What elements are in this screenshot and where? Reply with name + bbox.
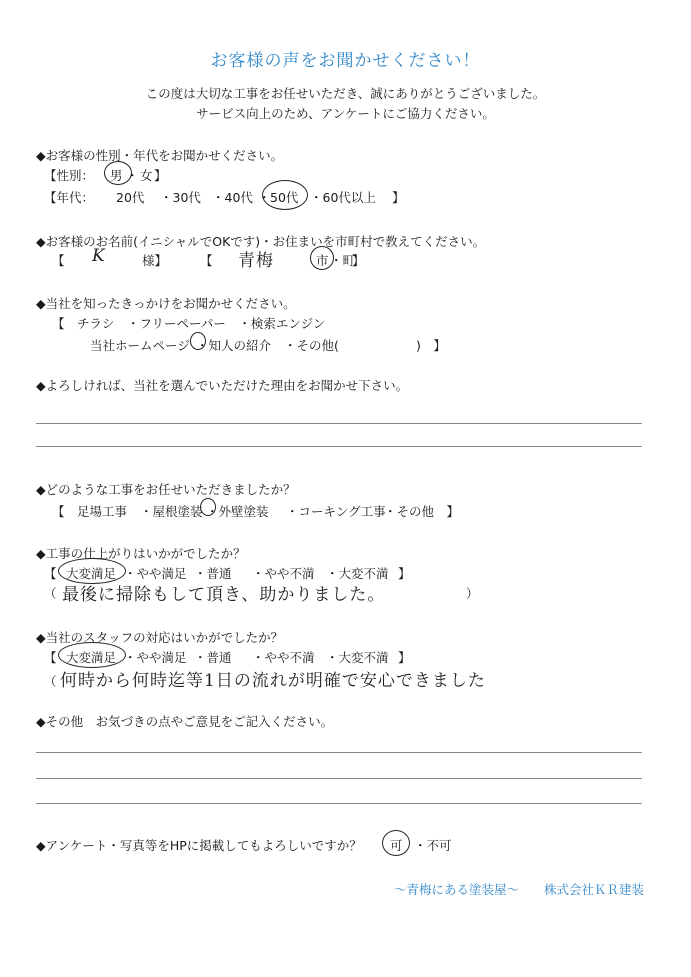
- footer-company: 株式会社ＫＲ建装: [544, 882, 645, 897]
- publish-ng[interactable]: ・不可: [414, 838, 452, 853]
- footer-tagline: 〜青梅にある塗装屋〜: [394, 882, 520, 897]
- selected-circle-mark: [190, 332, 206, 350]
- gender-close: 】: [154, 168, 167, 183]
- name-open: 【: [52, 253, 65, 268]
- age-close: 】: [392, 190, 405, 205]
- finish-very-satisfied[interactable]: 大変満足: [66, 566, 117, 581]
- source-referral[interactable]: ・知人の紹介: [196, 338, 272, 353]
- q7-question: ◆当社のスタッフの対応はいかがでしたか？: [36, 630, 284, 645]
- selected-circle-mark: [262, 180, 308, 210]
- finish-dissatisfied[interactable]: ・やや不満: [252, 566, 315, 581]
- staff-dissatisfied[interactable]: ・やや不満: [252, 650, 315, 665]
- q9-question: ◆アンケート・写真等をHPに掲載してもよろしいですか？: [36, 838, 362, 853]
- selected-circle-mark: [200, 498, 216, 516]
- comment-close: ）: [466, 586, 479, 601]
- source-other-close: ) 】: [416, 338, 446, 353]
- q4-question: ◆よろしければ、当社を選んでいただけた理由をお聞かせ下さい。: [36, 378, 409, 393]
- source-other[interactable]: ・その他(: [284, 338, 339, 353]
- address-town[interactable]: ・町: [330, 253, 356, 268]
- finish-very-dissatisfied[interactable]: ・大変不満: [326, 566, 389, 581]
- q6-question: ◆工事の仕上がりはいかがでしたか？: [36, 546, 246, 561]
- q5-question: ◆どのような工事をお任せいただきましたか？: [36, 482, 296, 497]
- gender-label: 【性別：: [44, 168, 95, 183]
- comment-open: （: [44, 674, 57, 689]
- answer-line: [36, 423, 642, 424]
- age-50[interactable]: 50代: [270, 190, 299, 205]
- source-homepage[interactable]: 当社ホームページ: [90, 338, 190, 353]
- source-row-1[interactable]: 【 チラシ ・フリーペーパー ・検索エンジン: [52, 316, 326, 331]
- age-40[interactable]: ・40代: [212, 190, 253, 205]
- age-label: 【年代：: [44, 190, 95, 205]
- address-handwritten: 青梅: [238, 251, 274, 271]
- staff-very-dissatisfied[interactable]: ・大変不満: [326, 650, 389, 665]
- selected-circle-mark: [382, 830, 410, 856]
- answer-line: [36, 752, 642, 753]
- staff-satisfied[interactable]: ・やや満足: [124, 650, 187, 665]
- q1-question: ◆お客様の性別・年代をお聞かせください。: [36, 148, 284, 163]
- work-roof-painting[interactable]: ・屋根塗装: [140, 504, 203, 519]
- rating-close: 】: [398, 650, 411, 665]
- work-caulking[interactable]: ・コーキング工事: [286, 504, 386, 519]
- staff-comment-handwritten: 何時から何時迄等1日の流れが明確で安心できました: [60, 671, 486, 691]
- work-other[interactable]: ・その他 】: [384, 504, 460, 519]
- finish-satisfied[interactable]: ・やや満足: [124, 566, 187, 581]
- work-scaffolding[interactable]: 【 足場工事: [52, 504, 128, 519]
- q2-question: ◆お客様のお名前(イニシャルでOKです)・お住まいを市町村で教えてください。: [36, 234, 486, 249]
- age-60-plus[interactable]: ・60代以上: [310, 190, 376, 205]
- answer-line: [36, 803, 642, 804]
- survey-title: お客様の声をお聞かせください！: [210, 51, 481, 71]
- intro-line-1: この度は大切な工事をお任せいただき、誠にありがとうございました。: [145, 86, 546, 101]
- gender-male[interactable]: 男: [110, 168, 123, 183]
- age-30[interactable]: ・30代: [160, 190, 201, 205]
- name-handwritten: K: [92, 246, 106, 266]
- staff-neutral[interactable]: ・普通: [194, 650, 232, 665]
- address-close: 】: [352, 253, 365, 268]
- rating-close: 】: [398, 566, 411, 581]
- finish-comment-handwritten: 最後に掃除もして頂き、助かりました。: [62, 585, 386, 605]
- intro-line-2: サービス向上のため、アンケートにご協力ください。: [196, 106, 495, 121]
- age-20[interactable]: 20代: [116, 190, 145, 205]
- gender-female[interactable]: 女: [140, 168, 153, 183]
- gender-sep: ・: [126, 168, 139, 183]
- address-city[interactable]: 市: [316, 253, 329, 268]
- age-sep: ・: [258, 190, 271, 205]
- selected-circle-mark: [58, 642, 126, 668]
- rating-open: 【: [44, 566, 57, 581]
- answer-line: [36, 778, 642, 779]
- q3-question: ◆当社を知ったきっかけをお聞かせください。: [36, 296, 296, 311]
- staff-very-satisfied[interactable]: 大変満足: [66, 650, 117, 665]
- rating-open: 【: [44, 650, 57, 665]
- answer-line: [36, 446, 642, 447]
- address-open: 【: [200, 253, 213, 268]
- publish-ok[interactable]: 可: [390, 838, 403, 853]
- q8-question: ◆その他 お気づきの点やご意見をご記入ください。: [36, 714, 334, 729]
- comment-open: （: [44, 586, 57, 601]
- finish-neutral[interactable]: ・普通: [194, 566, 232, 581]
- name-suffix: 様】: [142, 253, 168, 268]
- work-wall-painting[interactable]: ・外壁塗装: [206, 504, 269, 519]
